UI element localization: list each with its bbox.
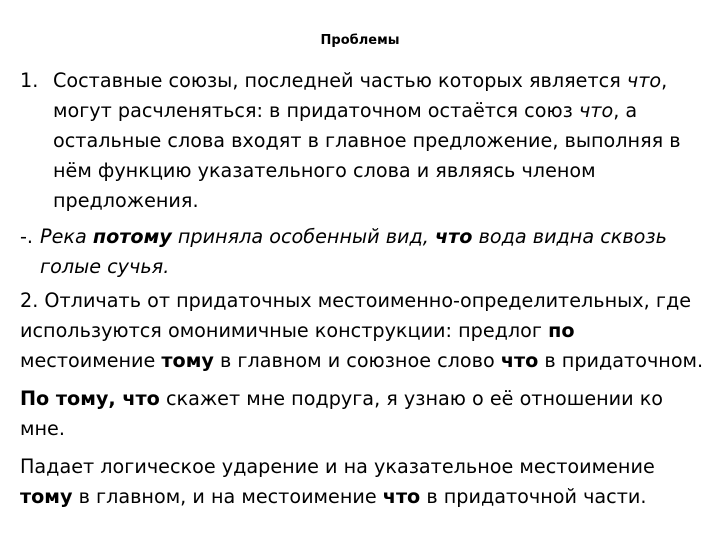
bold-word: тому bbox=[20, 485, 73, 508]
text-run: вода видна сквозь голые сучья. bbox=[40, 225, 667, 278]
slide-title: Проблемы bbox=[320, 33, 400, 48]
text-run: , могут расчленяться: в придаточном остаётся союз bbox=[53, 69, 668, 122]
text-run: скажет мне подруга, я узнаю о её отношении ко мне. bbox=[20, 387, 664, 440]
emphasis-word: что bbox=[578, 99, 614, 122]
bold-word: потому bbox=[92, 225, 172, 248]
bold-word: что bbox=[382, 485, 421, 508]
text-run: , а остальные слова входят в главное предложение, выполняя в нём функцию указательного слова и являясь членом предложения. bbox=[53, 99, 681, 212]
text-run: в главном, и на местоимение bbox=[72, 485, 383, 508]
example-1 bbox=[20, 222, 710, 282]
text-run: в главном и союзное слово bbox=[213, 349, 501, 372]
bold-phrase: По тому, что bbox=[20, 387, 160, 410]
emphasis-word: что bbox=[626, 69, 662, 92]
item-number: 1. bbox=[20, 69, 39, 92]
bold-word: тому bbox=[161, 349, 214, 372]
bold-word: что bbox=[500, 349, 539, 372]
item-1-text bbox=[53, 66, 710, 216]
item-2-paragraph bbox=[20, 286, 710, 376]
example-2-paragraph bbox=[20, 384, 710, 444]
numbered-item-1 bbox=[20, 66, 710, 216]
note-paragraph bbox=[20, 452, 710, 512]
text-run: приняла особенный вид, bbox=[171, 225, 435, 248]
text-run: Падает логическое ударение и на указательное местоимение bbox=[20, 455, 655, 478]
text-run: в придаточном. bbox=[538, 349, 704, 372]
example-marker: -. bbox=[20, 225, 34, 248]
slide-content bbox=[20, 66, 710, 512]
text-run: Река bbox=[40, 225, 93, 248]
bold-word: что bbox=[435, 225, 473, 248]
text-run: в придаточной части. bbox=[420, 485, 647, 508]
example-1-text bbox=[40, 222, 710, 282]
bold-word: по bbox=[548, 319, 575, 342]
text-run: местоимение bbox=[20, 349, 162, 372]
text-run: 2. Отличать от придаточных местоименно-определительных, где используются омонимичные конструкции: предлог bbox=[20, 289, 692, 342]
text-run: Составные союзы, последней частью которых является bbox=[53, 69, 627, 92]
